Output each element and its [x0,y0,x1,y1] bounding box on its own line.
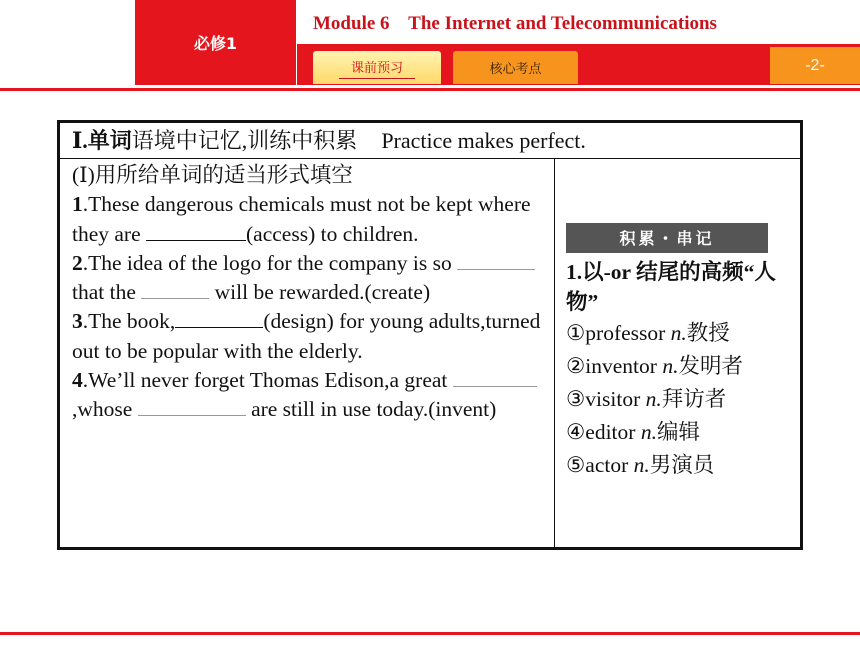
exercise-column [72,161,548,425]
vocab-item [566,317,794,350]
vocab-num: ② [566,354,586,378]
q1-blank[interactable] [146,220,246,241]
page-number: -2- [770,47,860,84]
vocab-pos: n. [670,321,687,345]
vocab-pos: n. [662,354,679,378]
book-label: 必修1 [135,0,296,85]
tab-preview-label: 课前预习 [339,57,415,79]
vocab-meaning: 拜访者 [661,387,727,411]
q4-blank-1[interactable] [453,366,537,387]
q1-number: 1 [72,192,83,217]
section-title [60,123,800,159]
section-title-rest: 语境中记忆,训练中积累 [131,128,358,153]
vocab-word: professor [585,321,671,345]
q2-text-c: will be rewarded.(create) [209,280,431,305]
footer-divider [0,632,860,635]
vocab-item [566,449,794,482]
vocab-pos: n. [633,453,650,477]
q3-number: 3 [72,309,83,334]
q4-text-b: ,whose [72,397,138,422]
q4-number: 4 [72,368,83,393]
vocab-num: ③ [566,387,586,411]
q4-text-a: .We’ll never forget Thomas Edison,a great [82,368,453,393]
vocab-word: actor [585,453,634,477]
accumulate-column [566,223,794,482]
vocab-meaning: 男演员 [649,453,715,477]
accumulate-header: 积累・串记 [566,223,768,253]
tab-core-points[interactable] [453,51,578,84]
column-divider [554,159,555,547]
tab-core-label: 核心考点 [489,62,542,77]
q2-text-b: that the [72,280,142,305]
vocab-item [566,383,794,416]
vocab-pos: n. [640,420,657,444]
module-title: Module 6 The Internet and Telecommunications [313,13,717,34]
q3-text-b: (design) for young adults,turned out to be popular with the elderly. [72,309,541,363]
vocab-item [566,416,794,449]
vocab-meaning: 教授 [686,321,730,345]
vocab-meaning: 编辑 [656,420,700,444]
q4-text-c: are still in use today.(invent) [245,397,497,422]
vocab-word: editor [585,420,641,444]
q3-text-a: .The book, [82,309,176,334]
q2-text-a: .The idea of the logo for the company is so [82,250,458,275]
q2-blank-1[interactable] [457,249,535,270]
q1-text-a: .These dangerous chemicals must not be kept where they are [72,192,531,246]
q2-number: 2 [72,250,83,275]
vocab-word: inventor [585,354,663,378]
tab-preview[interactable] [313,51,441,84]
accumulate-title: 1.以-or 结尾的高频“人物” [566,260,776,314]
exercise-box [57,120,803,550]
section-title-bold: Ⅰ.单词 [72,128,132,153]
vocab-num: ⑤ [566,453,586,477]
q1-text-b: (access) to children. [246,221,419,246]
question-1 [72,190,548,249]
sub-heading: (Ⅰ)用所给单词的适当形式填空 [72,163,353,187]
vocab-num: ④ [566,420,586,444]
section-title-en: Practice makes perfect. [381,128,586,153]
vocab-item [566,350,794,383]
q3-blank[interactable] [175,307,263,328]
vocab-meaning: 发明者 [678,354,743,378]
vocab-pos: n. [645,387,662,411]
question-4 [72,366,548,425]
vocab-word: visitor [585,387,646,411]
vocab-num: ① [566,321,586,345]
question-3 [72,307,548,366]
question-2 [72,249,548,308]
header-divider [0,88,860,91]
q2-blank-2[interactable] [141,278,209,299]
q4-blank-2[interactable] [138,395,246,416]
